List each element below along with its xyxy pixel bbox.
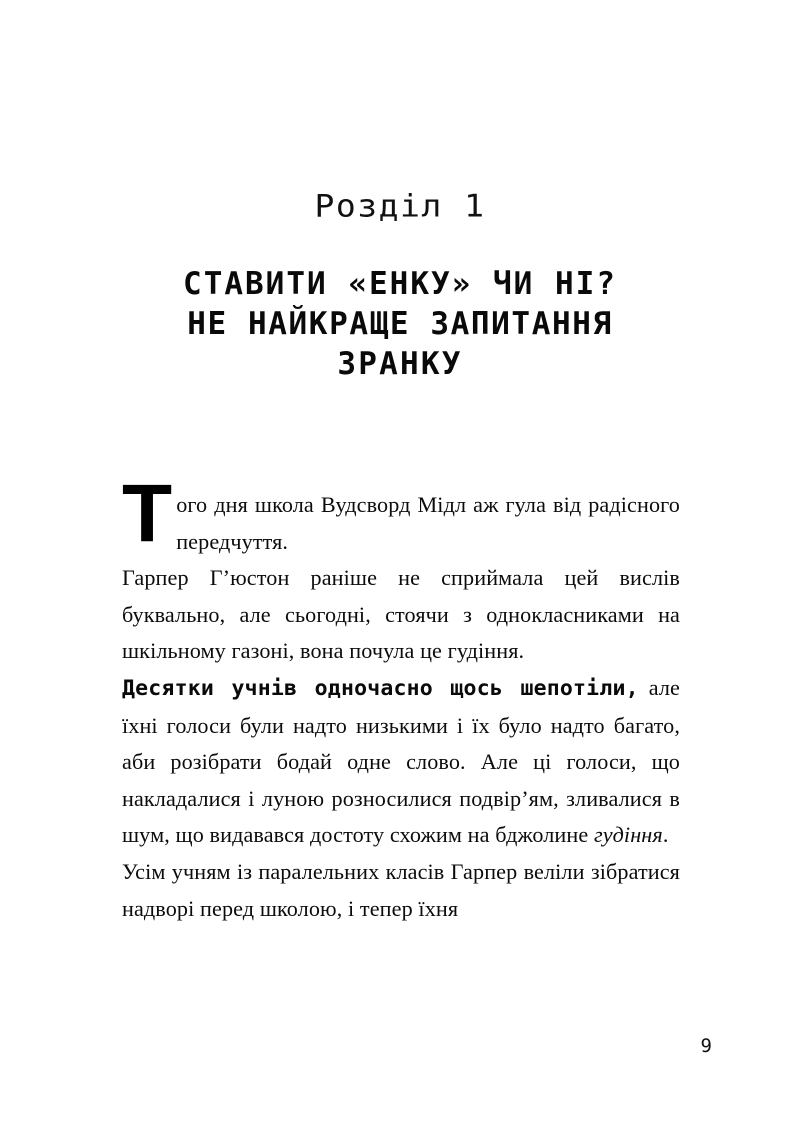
body-text-block	[122, 468, 680, 927]
paragraph-1-text: ого дня школа Вудсворд Мідл аж гула від радісного передчуття.	[176, 492, 680, 554]
italic-word: гудіння	[593, 822, 663, 848]
paragraph-3-text: але їхні голоси були надто низькими і їх було надто багато, аби розібрати бодай одне слово. Але ці голоси, що накладалися і луною розносилися подвір’ям, зливалися в шум, що видавався достоту схожим на бджолине	[122, 674, 680, 848]
paragraph-2: Гарпер Г’юстон раніше не сприймала цей вислів буквально, але сьогодні, стоячи з однокласниками на шкільному газоні, вона почула це гудіння.	[122, 565, 680, 664]
chapter-title	[0, 264, 800, 384]
emphasis-run: Десятки учнів одночасно щось шепотіли,	[122, 675, 639, 701]
chapter-title-line-3: ЗРАНКУ	[337, 346, 463, 382]
paragraph-3	[122, 670, 680, 854]
chapter-label: Розділ 1	[314, 187, 486, 224]
paragraph-3-text-end: .	[662, 822, 669, 848]
paragraph-1	[122, 468, 680, 560]
drop-cap: Т	[122, 468, 173, 559]
chapter-title-line-1: СТАВИТИ «ЕНКУ» ЧИ НІ?	[183, 266, 617, 302]
paragraph-4: Усім учням із паралельних класів Гарпер веліли зібратися надворі перед школою, і тепер їхня	[122, 858, 680, 921]
page-number: 9	[700, 1035, 712, 1057]
chapter-title-line-2: НЕ НАЙКРАЩЕ ЗАПИТАННЯ	[187, 306, 613, 342]
